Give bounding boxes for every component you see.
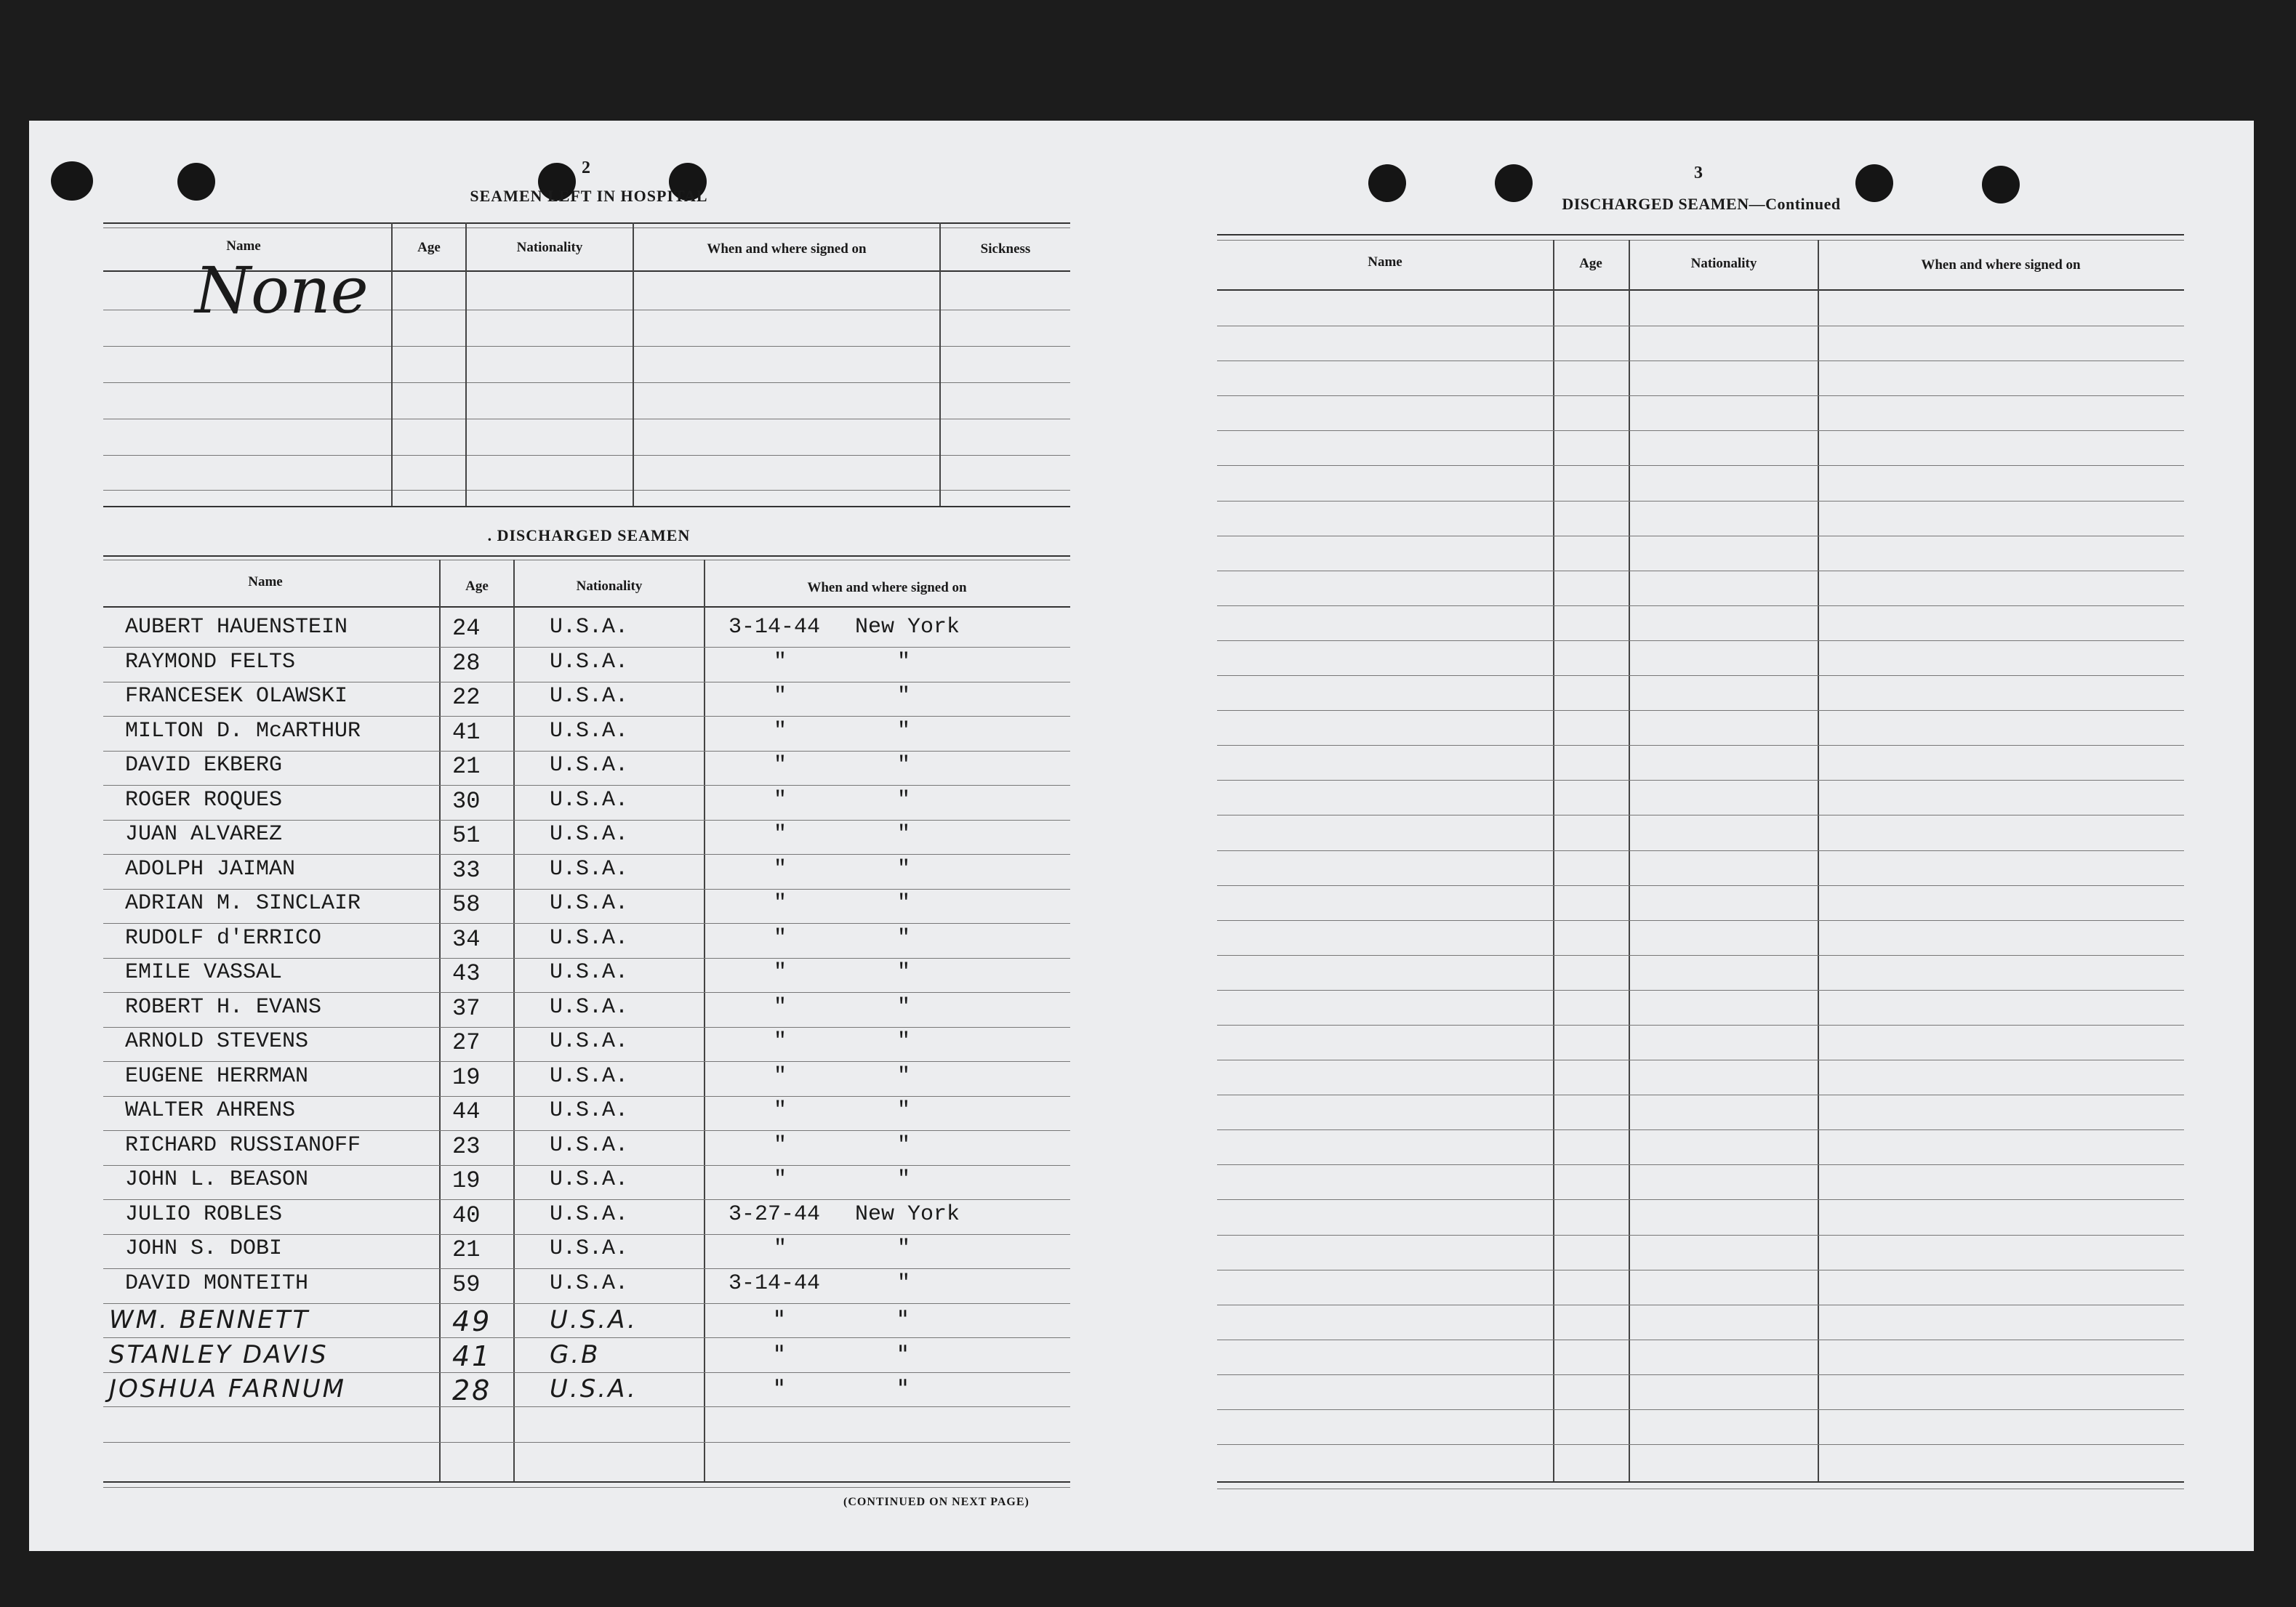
table-row-rule [103,1268,1070,1269]
seaman-age: 24 [452,615,481,642]
seaman-age: 40 [452,1202,481,1229]
signed-on-date: " [774,788,787,813]
seaman-nationality: U.S.A. [550,995,629,1020]
seaman-name: DAVID MONTEITH [125,1271,309,1296]
signed-on-date: " [774,926,787,951]
seaman-age: 59 [452,1271,481,1298]
table-row-rule [103,1199,1070,1200]
seaman-nationality: U.S.A. [550,1305,638,1334]
seaman-nationality: G.B [550,1340,601,1369]
seaman-nationality: U.S.A. [550,1271,629,1296]
hospital-col-divider [391,222,393,506]
signed-on-place: " [897,1098,911,1123]
signed-on-place: New York [855,615,960,640]
table-row-rule [1217,395,2184,396]
discharged-table-bottom-rule-2 [103,1487,1070,1488]
punch-hole [177,163,215,201]
hospital-none-entry: None [195,253,369,328]
signed-on-place: " [897,995,911,1020]
page-number: 3 [1694,164,1703,182]
table-row-rule [103,1303,1070,1304]
seaman-nationality: U.S.A. [550,926,629,951]
seaman-age: 43 [452,960,481,987]
hospital-row-rule [103,455,1070,456]
signed-on-place: " [897,857,911,882]
seaman-age: 58 [452,891,481,918]
seaman-age: 41 [452,1340,492,1372]
discharged-table-bottom-rule [103,1481,1070,1483]
seaman-name: RUDOLF d'ERRICO [125,926,322,951]
table-row-rule [103,854,1070,855]
seaman-name: STANLEY DAVIS [109,1340,329,1369]
seaman-age: 33 [452,857,481,884]
seaman-nationality: U.S.A. [550,1236,629,1261]
table-row-rule [1217,920,2184,921]
signed-on-place: " [897,788,911,813]
signed-on-place: " [897,1305,911,1334]
signed-on-date: " [774,1236,787,1261]
seaman-nationality: U.S.A. [550,615,629,640]
seaman-nationality: U.S.A. [550,1167,629,1192]
seaman-name: JOSHUA FARNUM [109,1374,346,1403]
discharged-table-top-rule [103,555,1070,557]
seaman-nationality: U.S.A. [550,719,629,744]
signed-on-place: " [897,1133,911,1158]
signed-on-date: " [774,1098,787,1123]
seaman-age: 41 [452,719,481,746]
table-row-rule [1217,1444,2184,1445]
signed-on-place: " [897,1064,911,1089]
table-row-rule [1217,675,2184,676]
table-row-rule [103,1372,1070,1373]
table-row-rule [1217,850,2184,851]
table-row-rule [103,1061,1070,1062]
signed-on-place: " [897,822,911,847]
signed-on-place: " [897,719,911,744]
seaman-name: WALTER AHRENS [125,1098,296,1123]
signed-on-place: " [897,1374,911,1403]
seaman-name: AUBERT HAUENSTEIN [125,615,348,640]
table-row-rule [1217,710,2184,711]
signed-on-date: " [774,1133,787,1158]
table-row-rule [1217,1129,2184,1130]
seaman-name: JOHN L. BEASON [125,1167,309,1192]
seaman-name: ROGER ROQUES [125,788,283,813]
discharged-col-signed-on: When and where signed on [807,580,967,595]
table-row-rule [103,1165,1070,1166]
seaman-age: 37 [452,995,481,1022]
discharged-col-divider [439,560,441,1481]
seaman-name: RAYMOND FELTS [125,650,296,674]
signed-on-place: " [897,753,911,778]
table-row-rule [103,716,1070,717]
seaman-name: ADOLPH JAIMAN [125,857,296,882]
punch-hole [1368,164,1406,202]
signed-on-date: 3-14-44 [728,615,821,640]
signed-on-date: 3-14-44 [728,1271,821,1296]
signed-on-date: " [774,1374,787,1403]
seaman-nationality: U.S.A. [550,891,629,916]
continued-table-top-rule-2 [1217,240,2184,241]
table-row-rule [1217,990,2184,991]
hospital-row-rule [103,346,1070,347]
continued-col-divider [1629,240,1630,1481]
signed-on-date: " [774,1029,787,1054]
table-row-rule [103,647,1070,648]
table-row-rule [103,1027,1070,1028]
signed-on-place: " [897,960,911,985]
hospital-col-age: Age [417,240,441,255]
table-row-rule [1217,465,2184,466]
table-row-rule [103,992,1070,993]
seaman-nationality: U.S.A. [550,1374,638,1403]
hospital-table-top-rule-2 [103,227,1070,228]
continued-col-divider [1553,240,1554,1481]
table-row-rule [1217,1164,2184,1165]
seaman-nationality: U.S.A. [550,822,629,847]
signed-on-date: " [774,857,787,882]
signed-on-date: " [774,1064,787,1089]
continued-table-bottom-rule [1217,1481,2184,1483]
signed-on-date: " [774,1340,787,1369]
continued-section-title: DISCHARGED SEAMEN—Continued [1562,195,1841,213]
seaman-nationality: U.S.A. [550,650,629,674]
seaman-nationality: U.S.A. [550,857,629,882]
table-row-rule [103,889,1070,890]
hospital-col-signed-on: When and where signed on [707,241,867,257]
table-row-rule [103,785,1070,786]
signed-on-date: " [774,650,787,674]
table-row-rule [103,1130,1070,1131]
hospital-section-title: SEAMEN LEFT IN HOSPITAL [470,187,708,205]
signed-on-place: " [897,1236,911,1261]
discharged-col-name: Name [248,574,283,589]
hospital-col-sickness: Sickness [980,241,1031,257]
seaman-age: 28 [452,1374,492,1406]
seaman-name: DAVID EKBERG [125,753,283,778]
table-row-rule [1217,430,2184,431]
signed-on-place: " [897,891,911,916]
hospital-row-rule [103,490,1070,491]
table-row-rule [1217,780,2184,781]
signed-on-place: " [897,684,911,709]
discharged-col-divider [513,560,515,1481]
seaman-age: 28 [452,650,481,677]
signed-on-place: New York [855,1202,960,1227]
seaman-nationality: U.S.A. [550,1029,629,1054]
hospital-col-divider [633,222,634,506]
form-sheet [29,121,2254,1551]
table-row-rule [103,820,1070,821]
seaman-name: RICHARD RUSSIANOFF [125,1133,361,1158]
continued-header-rule [1217,289,2184,291]
signed-on-date: " [774,891,787,916]
signed-on-date: " [774,822,787,847]
signed-on-date: " [774,995,787,1020]
seaman-age: 30 [452,788,481,815]
seaman-name: ADRIAN M. SINCLAIR [125,891,361,916]
signed-on-date: " [774,719,787,744]
table-row-rule [1217,1025,2184,1026]
hospital-col-divider [939,222,941,506]
hospital-col-name: Name [226,238,261,254]
seaman-name: MILTON D. McARTHUR [125,719,361,744]
hospital-col-nationality: Nationality [516,240,583,255]
signed-on-date: " [774,1305,787,1334]
table-row-rule [103,1234,1070,1235]
signed-on-date: 3-27-44 [728,1202,821,1227]
signed-on-date: " [774,1167,787,1192]
signed-on-place: " [897,1029,911,1054]
discharged-col-divider [704,560,705,1481]
continued-footer: (CONTINUED ON NEXT PAGE) [843,1496,1029,1508]
seaman-age: 49 [452,1305,492,1337]
discharged-header-rule [103,606,1070,608]
discharged-empty-row-rule [103,1442,1070,1443]
seaman-name: FRANCESEK OLAWSKI [125,684,348,709]
seaman-nationality: U.S.A. [550,684,629,709]
continued-col-signed-on: When and where signed on [1921,257,2081,273]
seaman-age: 19 [452,1064,481,1091]
seaman-name: JULIO ROBLES [125,1202,283,1227]
signed-on-place: " [897,1271,911,1296]
table-row-rule [1217,640,2184,641]
seaman-nationality: U.S.A. [550,788,629,813]
discharged-section-title: . DISCHARGED SEAMEN [487,526,691,544]
seaman-age: 44 [452,1098,481,1125]
seaman-name: EUGENE HERRMAN [125,1064,309,1089]
hospital-table-bottom-rule [103,506,1070,507]
table-row-rule [1217,1199,2184,1200]
table-row-rule [103,1406,1070,1407]
seaman-name: ROBERT H. EVANS [125,995,322,1020]
continued-col-name: Name [1368,254,1402,270]
table-row-rule [1217,885,2184,886]
table-row-rule [103,751,1070,752]
seaman-age: 34 [452,926,481,953]
table-row-rule [1217,1235,2184,1236]
table-row-rule [1217,1374,2184,1375]
punch-hole [51,161,93,201]
continued-col-divider [1818,240,1819,1481]
seaman-nationality: U.S.A. [550,753,629,778]
signed-on-place: " [897,650,911,674]
signed-on-date: " [774,684,787,709]
seaman-age: 19 [452,1167,481,1194]
table-row-rule [1217,1409,2184,1410]
hospital-row-rule [103,382,1070,383]
seaman-name: WM. BENNETT [109,1305,310,1334]
discharged-col-nationality: Nationality [576,579,643,594]
seaman-nationality: U.S.A. [550,1098,629,1123]
continued-col-nationality: Nationality [1690,256,1757,271]
seaman-name: EMILE VASSAL [125,960,283,985]
discharged-col-age: Age [465,579,489,594]
punch-hole [1982,166,2020,204]
seaman-age: 27 [452,1029,481,1056]
hospital-col-divider [465,222,467,506]
table-row-rule [1217,955,2184,956]
continued-col-age: Age [1579,256,1602,271]
table-row-rule [103,958,1070,959]
seaman-nationality: U.S.A. [550,1202,629,1227]
signed-on-place: " [897,1167,911,1192]
signed-on-place: " [897,1340,911,1369]
signed-on-date: " [774,753,787,778]
page-number: 2 [582,158,590,177]
continued-table-top-rule [1217,234,2184,235]
table-row-rule [1217,501,2184,502]
seaman-age: 21 [452,753,481,780]
seaman-age: 51 [452,822,481,849]
seaman-nationality: U.S.A. [550,1064,629,1089]
signed-on-date: " [774,960,787,985]
hospital-table-top-rule [103,222,1070,224]
seaman-age: 23 [452,1133,481,1160]
seaman-nationality: U.S.A. [550,960,629,985]
table-row-rule [103,1096,1070,1097]
table-row-rule [1217,605,2184,606]
table-row-rule [1217,745,2184,746]
seaman-age: 21 [452,1236,481,1263]
table-row-rule [103,923,1070,924]
seaman-name: JUAN ALVAREZ [125,822,283,847]
signed-on-place: " [897,926,911,951]
seaman-nationality: U.S.A. [550,1133,629,1158]
table-row-rule [103,1337,1070,1338]
seaman-name: JOHN S. DOBI [125,1236,283,1261]
seaman-age: 22 [452,684,481,711]
seaman-name: ARNOLD STEVENS [125,1029,309,1054]
